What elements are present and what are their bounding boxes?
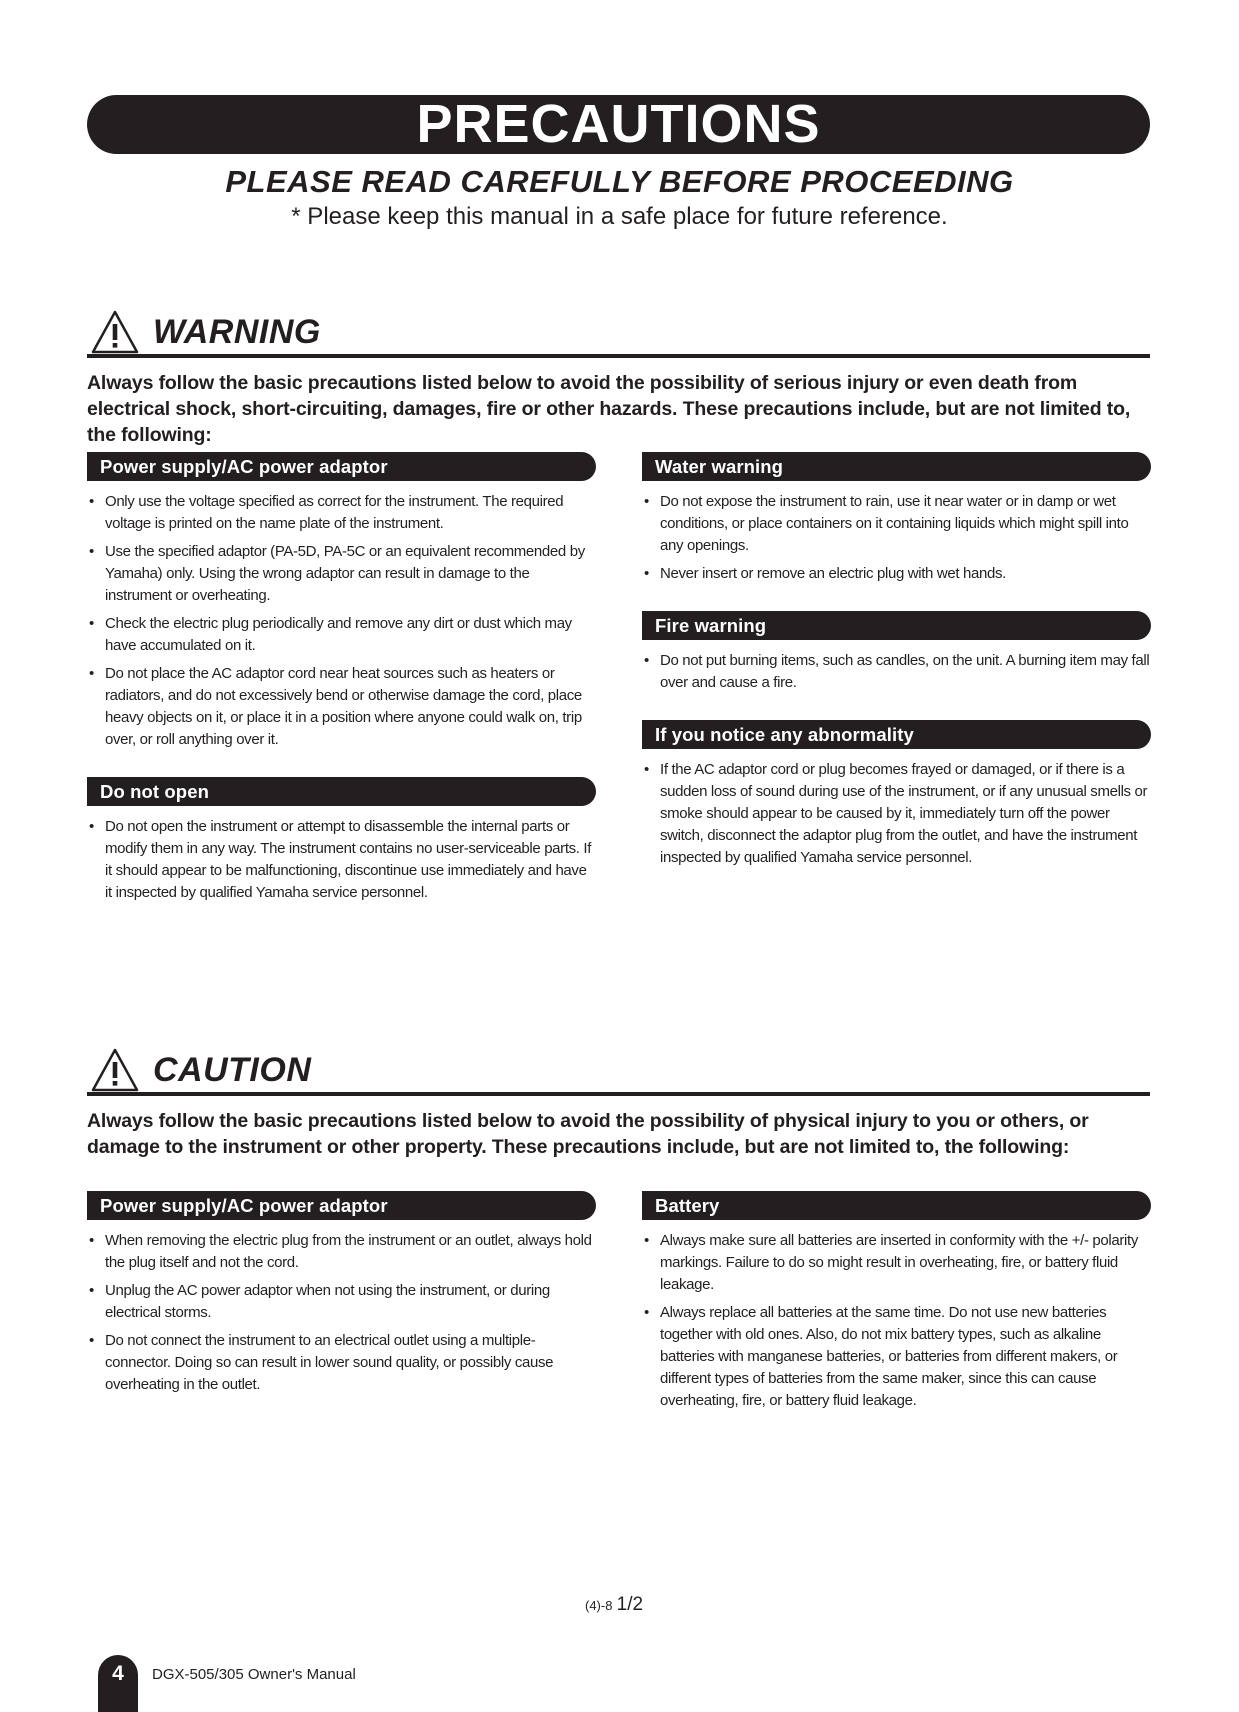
- page-number: 4: [98, 1655, 138, 1712]
- precaution-text: Unplug the AC power adaptor when not using the instrument, or during electrical storms.: [105, 1282, 550, 1321]
- bullet-icon: •: [89, 615, 94, 632]
- keep-manual-note: * Please keep this manual in a safe place for future reference.: [291, 203, 948, 230]
- precaution-text: Do not put burning items, such as candles, on the unit. A burning item may fall over and cause a fire.: [660, 652, 1150, 691]
- precaution-block: [87, 1191, 596, 1396]
- bullet-icon: •: [89, 1232, 94, 1249]
- precaution-text: Use the specified adaptor (PA-5D, PA-5C or an equivalent recommended by Yamaha) only. Using the wrong adaptor can result in damage to the instrument or overheating.: [105, 543, 585, 604]
- caution-right-column: [642, 1191, 1151, 1418]
- page-subtitle: PLEASE READ CAREFULLY BEFORE PROCEEDING: [225, 164, 1014, 199]
- precaution-item: [87, 613, 596, 657]
- precaution-block: [642, 720, 1151, 869]
- precaution-text: Do not connect the instrument to an electrical outlet using a multiple-connector. Doing so can result in lower sound quality, or possibly cause overheating in the outlet.: [105, 1332, 554, 1393]
- precaution-block: [87, 452, 596, 751]
- precaution-block: [642, 611, 1151, 694]
- precaution-text: Do not place the AC adaptor cord near heat sources such as heaters or radiators, and do not excessively bend or otherwise damage the cord, place heavy objects on it, or place it in a position where anyone could walk on, trip over, or roll anything over it.: [105, 665, 582, 748]
- precaution-item: [642, 491, 1151, 557]
- precaution-list: [642, 1230, 1151, 1412]
- precaution-list: [87, 1230, 596, 1396]
- precaution-item: [642, 650, 1151, 694]
- caution-intro: Always follow the basic precautions listed below to avoid the possibility of physical injury to you or others, or damage to the instrument or other property. These precautions include, but are not limited to, the following:: [87, 1110, 1089, 1158]
- precaution-text: Only use the voltage specified as correct for the instrument. The required voltage is printed on the name plate of the instrument.: [105, 493, 564, 532]
- subsection-heading: Power supply/AC power adaptor: [87, 452, 596, 481]
- precaution-text: Do not open the instrument or attempt to disassemble the internal parts or modify them in any way. The instrument contains no user-serviceable parts. If it should appear to be malfunctioning, discontinue use immediately and have it inspected by qualified Yamaha service personnel.: [105, 818, 592, 901]
- precaution-item: [87, 541, 596, 607]
- precaution-list: [642, 759, 1151, 869]
- precaution-text: Never insert or remove an electric plug with wet hands.: [660, 565, 1006, 582]
- document-code-fraction: 1/2: [616, 1594, 644, 1615]
- subsection-heading: Fire warning: [642, 611, 1151, 640]
- subsection-heading: Do not open: [87, 777, 596, 806]
- document-code-prefix: (4)-8: [585, 1598, 613, 1613]
- caution-left-column: [87, 1191, 596, 1402]
- bullet-icon: •: [89, 818, 94, 835]
- subsection-heading: If you notice any abnormality: [642, 720, 1151, 749]
- precaution-item: [642, 759, 1151, 869]
- precaution-item: [87, 1330, 596, 1396]
- bullet-icon: •: [89, 543, 94, 560]
- subsection-heading: Water warning: [642, 452, 1151, 481]
- warning-intro: Always follow the basic precautions listed below to avoid the possibility of serious injury or even death from electrical shock, short-circuiting, damages, fire or other hazards. These precautions include, but are not limited to, the following:: [87, 372, 1131, 446]
- precaution-item: [642, 1302, 1151, 1412]
- warning-right-column: [642, 452, 1151, 875]
- subsection-heading: Battery: [642, 1191, 1151, 1220]
- bullet-icon: •: [644, 565, 649, 582]
- manual-title: DGX-505/305 Owner's Manual: [152, 1666, 356, 1683]
- subsection-heading: Power supply/AC power adaptor: [87, 1191, 596, 1220]
- caution-header: [87, 1048, 1150, 1096]
- precaution-item: [87, 663, 596, 751]
- precaution-block: [642, 1191, 1151, 1412]
- bullet-icon: •: [644, 652, 649, 669]
- precaution-item: [642, 1230, 1151, 1296]
- precaution-text: Check the electric plug periodically and remove any dirt or dust which may have accumulated on it.: [105, 615, 572, 654]
- warning-title: WARNING: [153, 313, 321, 351]
- precaution-list: [642, 491, 1151, 585]
- precaution-block: [87, 777, 596, 904]
- bullet-icon: •: [89, 1332, 94, 1349]
- precaution-text: If the AC adaptor cord or plug becomes frayed or damaged, or if there is a sudden loss of sound during use of the instrument, or if any unusual smells or smoke should appear to be caused by it, immediately turn off the power switch, disconnect the adaptor plug from the outlet, and have the instrument inspected by qualified Yamaha service personnel.: [660, 761, 1148, 866]
- warning-header: [87, 310, 1150, 358]
- bullet-icon: •: [644, 493, 649, 510]
- precaution-list: [87, 491, 596, 751]
- precaution-text: Always make sure all batteries are inserted in conformity with the +/- polarity markings. Failure to do so might result in overheating, fire, or battery fluid leakage.: [660, 1232, 1138, 1293]
- precaution-item: [87, 491, 596, 535]
- precaution-item: [87, 1280, 596, 1324]
- precaution-text: Always replace all batteries at the same time. Do not use new batteries together with old ones. Also, do not mix battery types, such as alkaline batteries with manganese batteries, or batteries from different makers, or different types of batteries from the same maker, since this can cause overheating, fire, or battery fluid leakage.: [660, 1304, 1118, 1409]
- caution-triangle-icon: [91, 1048, 139, 1092]
- precaution-text: Do not expose the instrument to rain, use it near water or in damp or wet conditions, or place containers on it containing liquids which might spill into any openings.: [660, 493, 1129, 554]
- precaution-item: [87, 1230, 596, 1274]
- warning-triangle-icon: [91, 310, 139, 354]
- bullet-icon: •: [89, 493, 94, 510]
- precaution-block: [642, 452, 1151, 585]
- bullet-icon: •: [644, 1304, 649, 1321]
- bullet-icon: •: [644, 761, 649, 778]
- bullet-icon: •: [89, 665, 94, 682]
- precaution-item: [87, 816, 596, 904]
- precaution-text: When removing the electric plug from the instrument or an outlet, always hold the plug itself and not the cord.: [105, 1232, 592, 1271]
- page-title: PRECAUTIONS: [87, 95, 1150, 154]
- warning-left-column: [87, 452, 596, 910]
- precaution-list: [87, 816, 596, 904]
- precaution-item: [642, 563, 1151, 585]
- document-code: [585, 1594, 643, 1616]
- precaution-list: [642, 650, 1151, 694]
- caution-title: CAUTION: [153, 1051, 312, 1089]
- bullet-icon: •: [89, 1282, 94, 1299]
- bullet-icon: •: [644, 1232, 649, 1249]
